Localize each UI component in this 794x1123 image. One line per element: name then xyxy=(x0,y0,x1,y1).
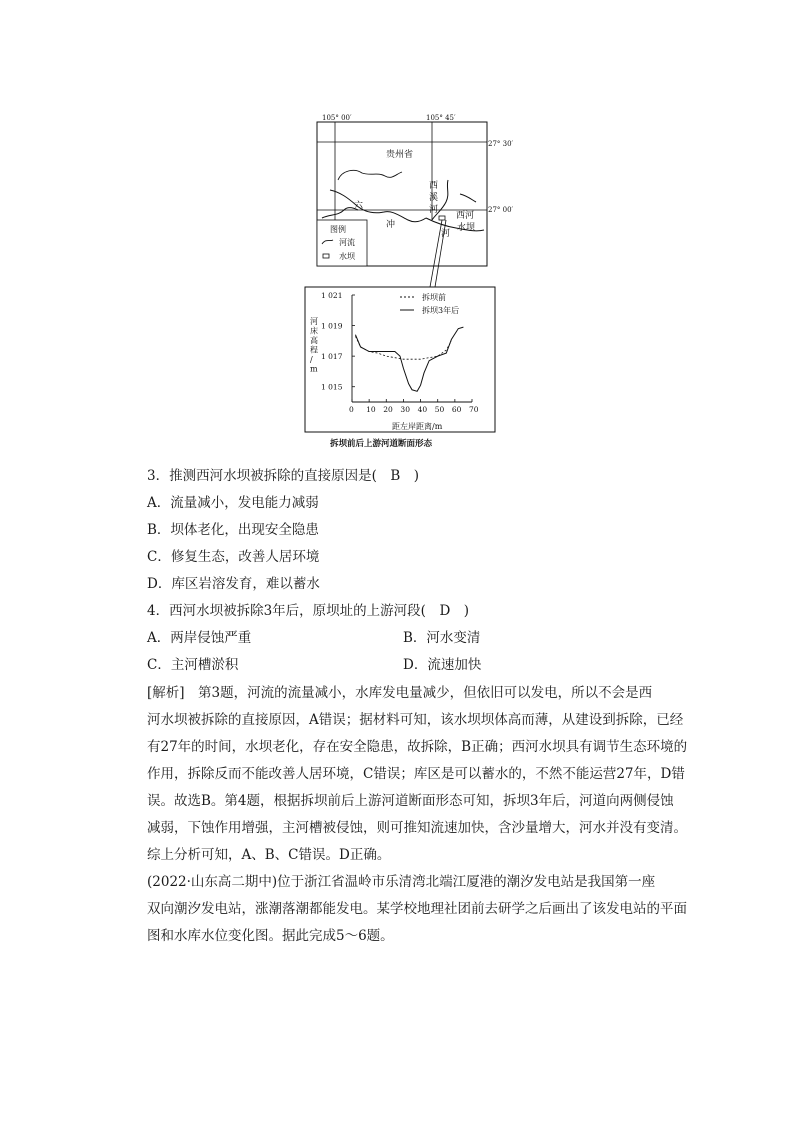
q3-option-c: C．修复生态，改善人居环境 xyxy=(147,549,320,565)
chart-series xyxy=(355,327,463,391)
lat-label-2: 27° 00′ xyxy=(488,206,514,214)
intro-line: 双向潮汐发电站，涨潮落潮都能发电。某学校地理社团前去研学之后画出了该发电站的平面 xyxy=(147,901,687,917)
x-tick-label: 70 xyxy=(469,405,479,414)
chart-title: 拆坝前后上游河道断面形态 xyxy=(330,439,433,449)
analysis-line: 河水坝被拆除的直接原因，A错误；据材料可知，该水坝坝体高而薄，从建设到拆除，已经 xyxy=(147,712,684,728)
river-line xyxy=(322,208,358,218)
q3-option-d: D．库区岩溶发育，难以蓄水 xyxy=(147,576,320,592)
analysis-paragraph xyxy=(147,680,688,869)
dam-name-1: 西河 xyxy=(456,211,475,221)
river-line xyxy=(330,190,426,222)
x-tick-label: 40 xyxy=(417,405,428,414)
river-line xyxy=(426,218,484,231)
analysis-line: [解析] 第3题，河流的流量减小，水库发电量减少，但依旧可以发电，所以不会是西 xyxy=(147,685,653,701)
figure xyxy=(300,110,514,455)
intro-line: (2022·山东高二期中)位于浙江省温岭市乐清湾北端江厦港的潮汐发电站是我国第一座 xyxy=(147,874,656,890)
y-tick-label: 1 019 xyxy=(321,321,343,331)
x-tick-label: 10 xyxy=(366,405,376,414)
province-label: 贵州省 xyxy=(386,150,414,160)
legend-river-label: 河流 xyxy=(339,238,355,247)
q4-option-b: B．河水变清 xyxy=(403,630,481,646)
y-tick-label: 1 015 xyxy=(321,382,343,392)
q4-stem: 4．西河水坝被拆除3年后，原坝址的上游河段( D ) xyxy=(147,603,470,619)
analysis-line: 综上分析可知，A、B、C错误。D正确。 xyxy=(147,847,391,863)
legend-dam-label: 水坝 xyxy=(339,252,355,261)
q3-stem: 3．推测西河水坝被拆除的直接原因是( B ) xyxy=(147,468,420,484)
x-tick-label: 0 xyxy=(349,405,354,414)
q4-option-c: C．主河槽淤积 xyxy=(147,657,239,673)
lon-label-2: 105° 45′ xyxy=(426,114,456,122)
chart-ylabel: 河床高程/ m xyxy=(310,317,318,374)
river-he-label: 河 xyxy=(441,229,451,239)
river-xixi-char: 溪 xyxy=(429,193,439,203)
liuchong-label-2: 冲 xyxy=(386,220,396,230)
x-tick-label: 50 xyxy=(434,405,445,414)
x-tick-label: 60 xyxy=(451,405,462,414)
y-tick-label: 1 017 xyxy=(321,352,343,362)
q3-option-b: B．坝体老化，出现安全隐患 xyxy=(147,522,319,538)
chart-xlabel: 距左岸距离/m xyxy=(392,422,443,431)
dam-name-2: 水坝 xyxy=(457,223,476,233)
x-tick-label: 30 xyxy=(400,405,410,414)
analysis-line: 误。故选B。第4题，根据拆坝前后上游河道断面形态可知，拆坝3年后，河道向两侧侵蚀 xyxy=(147,793,674,809)
river-line xyxy=(460,194,476,202)
legend-dam-icon xyxy=(323,254,329,258)
dam-marker xyxy=(439,216,445,220)
analysis-line: 有27年的时间，水坝老化，存在安全隐患，故拆除，B正确；西河水坝具有调节生态环境的 xyxy=(147,739,688,755)
legend-title: 图例 xyxy=(330,225,346,234)
liuchong-label-1: 六 xyxy=(354,201,364,211)
figure-svg xyxy=(300,110,514,455)
intro-line: 图和水库水位变化图。据此完成5～6题。 xyxy=(147,928,394,944)
series-after-line xyxy=(355,327,463,391)
intro-paragraph xyxy=(147,869,687,950)
province-border xyxy=(338,170,402,180)
analysis-line: 作用，拆除反而不能改善人居环境，C错误；库区是可以蓄水的，不然不能运营27年，D错 xyxy=(147,766,685,782)
river-xixi-char: 西 xyxy=(429,181,439,191)
legend-after-label: 拆坝3年后 xyxy=(422,306,460,315)
legend-before-label: 拆坝前 xyxy=(422,293,446,302)
q4-option-d: D．流速加快 xyxy=(403,657,482,673)
x-tick-label: 20 xyxy=(383,405,393,414)
q3-option-a: A．流量减小，发电能力减弱 xyxy=(147,495,319,511)
q4-option-a: A．两岸侵蚀严重 xyxy=(147,630,252,646)
y-tick-label: 1 021 xyxy=(321,291,343,300)
series-before-line xyxy=(355,336,451,359)
analysis-line: 减弱，下蚀作用增强，主河槽被侵蚀，则可推知流速加快，含沙量增大，河水并没有变清。 xyxy=(147,820,687,836)
lon-label-1: 105° 00′ xyxy=(322,114,352,122)
river-xixi-char: 河 xyxy=(429,205,439,215)
lat-label-1: 27° 30′ xyxy=(488,140,514,148)
